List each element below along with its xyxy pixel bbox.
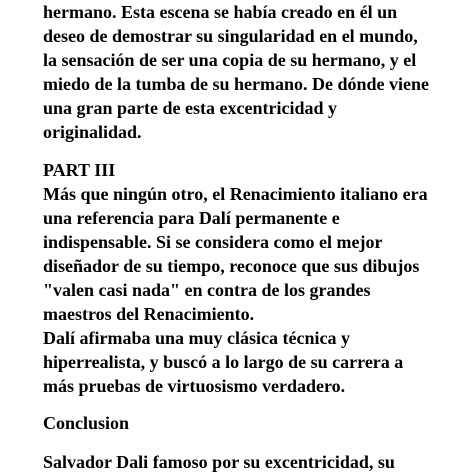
text-line: deseo de demostrar su singularidad en el mundo, [43, 26, 418, 46]
section-heading: PART III [43, 160, 116, 180]
text-line: indispensable. Si se considera como el mejor [43, 232, 383, 252]
text-line: más pruebas de virtuosismo verdadero. [43, 376, 346, 396]
text-line: la sensación de ser una copia de su hermano, y el [43, 50, 417, 70]
text-line: Salvador Dali famoso por su excentricidad, su [43, 452, 395, 472]
section-heading: Conclusion [43, 413, 130, 433]
text-line: "valen casi nada" en contra de los grandes [43, 280, 371, 300]
text-line: una gran parte de esta excentricidad y [43, 98, 337, 118]
text-line: Dalí afirmaba una muy clásica técnica y [43, 328, 350, 348]
text-line: hermano. Esta escena se había creado en él un [43, 2, 398, 22]
text-line: miedo de la tumba de su hermano. De dónde viene [43, 74, 430, 94]
text-line: originalidad. [43, 122, 142, 142]
text-line: una referencia para Dalí permanente e [43, 208, 340, 228]
text-line: diseñador de su tiempo, reconoce que sus dibujos [43, 256, 420, 276]
text-line: Más que ningún otro, el Renacimiento italiano era [43, 184, 428, 204]
text-line: maestros del Renacimiento. [43, 304, 255, 324]
text-line: hiperrealista, y buscó a lo largo de su carrera a [43, 352, 404, 372]
